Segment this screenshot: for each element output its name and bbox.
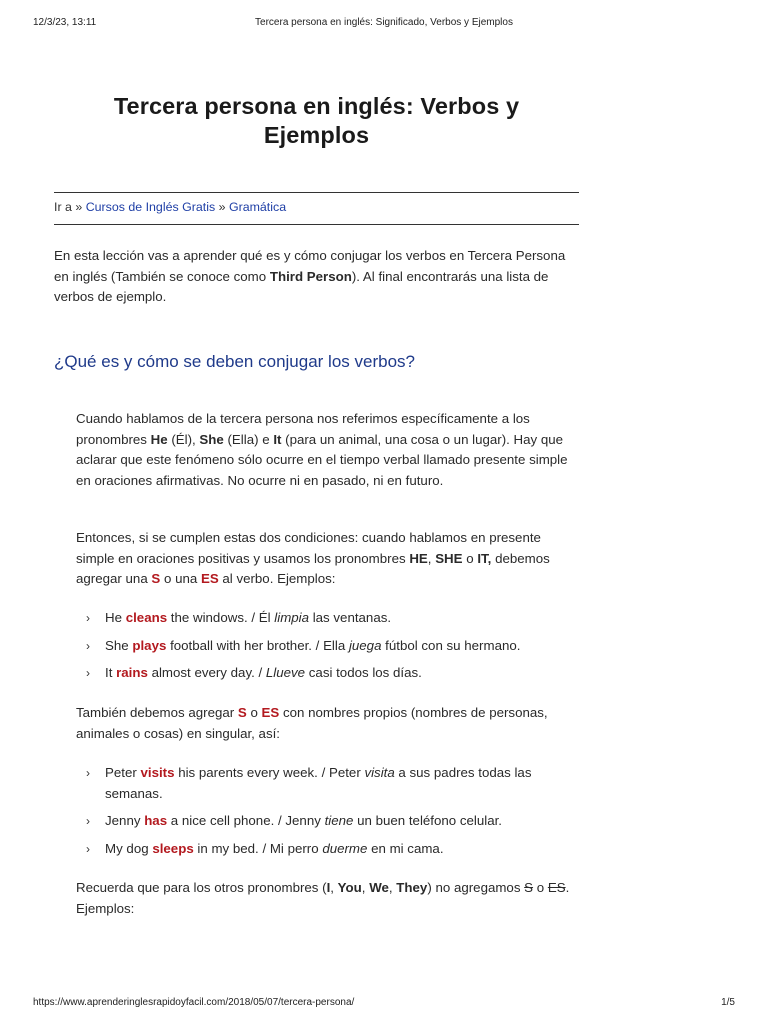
para2-text-b: o: [462, 550, 478, 566]
page-title-line2: Ejemplos: [263, 122, 370, 148]
para1-text-b: (Él),: [167, 431, 200, 447]
para4-sep: ,: [330, 880, 338, 895]
para4-struck-es: ES: [547, 880, 566, 895]
example-spanish-verb: tiene: [324, 813, 354, 828]
example-post: en mi cama.: [367, 840, 444, 856]
print-doc-title: Tercera persona en inglés: Significado, Verbos y Ejemplos: [255, 17, 513, 28]
example-verb: visits: [140, 765, 175, 780]
para4-you: You: [337, 880, 362, 895]
example-spanish-verb: duerme: [322, 840, 368, 856]
example-mid: in my bed. / Mi perro: [193, 840, 323, 856]
print-url: https://www.aprenderinglesrapidoyfacil.com/2018/05/07/tercera-persona/: [33, 997, 355, 1008]
example-pre: She: [105, 637, 133, 653]
para3-text-a: También debemos agregar: [76, 705, 238, 720]
example-post: a sus padres todas las semanas.: [105, 765, 532, 801]
example-spanish-verb: Llueve: [265, 665, 306, 680]
para3-suffix-es: ES: [261, 705, 280, 720]
para2-text-c: debemos agregar una: [76, 550, 550, 586]
para4-text-a: Recuerda que para los otros pronombres (: [76, 880, 327, 895]
list-item: [76, 608, 566, 629]
example-mid: football with her brother. / Ella: [166, 637, 349, 653]
chevron-right-icon: ›: [86, 766, 90, 780]
examples-list-pronouns: [76, 608, 566, 684]
para4-they: They: [396, 880, 428, 895]
para2-sep: ,: [427, 550, 436, 566]
example-mid: the windows. / Él: [167, 610, 275, 625]
para1-he: He: [150, 431, 168, 447]
list-item: [76, 663, 566, 684]
breadcrumb: [54, 192, 579, 225]
section-heading: ¿Qué es y cómo se deben conjugar los verbos?: [54, 352, 415, 371]
article: [54, 92, 579, 916]
example-pre: Peter: [105, 765, 141, 780]
para2-suffix-es: ES: [200, 571, 219, 586]
intro-paragraph: [54, 246, 579, 308]
page-title: [54, 92, 579, 150]
breadcrumb-prefix: Ir a »: [54, 200, 86, 214]
example-verb: rains: [116, 665, 148, 680]
para1-it: It: [273, 431, 282, 447]
breadcrumb-link-courses[interactable]: Cursos de Inglés Gratis: [85, 200, 216, 214]
chevron-right-icon: ›: [86, 841, 90, 856]
example-mid: almost every day. /: [147, 665, 266, 680]
intro-third-person: Third Person: [269, 268, 352, 284]
list-item: [76, 636, 566, 657]
example-pre: My dog: [105, 840, 153, 856]
example-pre: Jenny: [105, 813, 145, 828]
para1-text-c: (Ella) e: [223, 431, 274, 447]
example-verb: sleeps: [152, 840, 194, 856]
page-number: 1/5: [721, 997, 735, 1008]
paragraph-1: [76, 409, 581, 491]
para4-text-c: o: [533, 880, 548, 895]
example-verb: cleans: [125, 610, 168, 625]
para4-sep: ,: [388, 880, 397, 895]
para4-i: I: [326, 880, 331, 895]
page-title-line1: Tercera persona en inglés: Verbos y: [113, 93, 520, 119]
para3-text-c: con nombres propios (nombres de personas, animales o cosas) en singular, así:: [76, 705, 548, 741]
chevron-right-icon: ›: [86, 666, 90, 680]
list-item: [76, 763, 566, 804]
example-spanish-verb: visita: [364, 765, 395, 780]
example-post: fútbol con su hermano.: [381, 637, 521, 653]
para4-text-d: . Ejemplos:: [76, 880, 570, 916]
print-timestamp: 12/3/23, 13:11: [33, 17, 97, 28]
breadcrumb-link-grammar[interactable]: Gramática: [228, 200, 287, 214]
example-mid: his parents every week. / Peter: [174, 765, 365, 780]
para2-text-e: al verbo. Ejemplos:: [218, 571, 336, 586]
intro-text-a: En esta lección vas a aprender qué es y cómo conjugar los verbos en Tercera Persona en inglés (También se conoce como: [54, 248, 566, 284]
para4-sep: ,: [361, 880, 370, 895]
para2-he: HE: [409, 550, 428, 566]
example-verb: plays: [132, 637, 167, 653]
para1-text-a: Cuando hablamos de la tercera persona nos referimos específicamente a los pronombres: [76, 411, 530, 447]
para2-text-d: o una: [160, 571, 201, 586]
para3-suffix-s: S: [237, 705, 247, 720]
para4-struck-s: S: [524, 880, 534, 895]
list-item: [76, 811, 566, 832]
chevron-right-icon: ›: [86, 814, 90, 828]
para3-text-b: o: [246, 705, 262, 720]
para2-it: IT,: [477, 550, 492, 566]
para4-text-b: ) no agregamos: [427, 880, 525, 895]
example-post: un buen teléfono celular.: [353, 813, 503, 828]
paragraph-2: [76, 528, 581, 590]
example-spanish-verb: limpia: [274, 610, 310, 625]
intro-text-c: ). Al final encontrarás una lista de verbos de ejemplo.: [54, 268, 549, 304]
para1-text-d: (para un animal, una cosa o un lugar). Hay que aclarar que este fenómeno sólo ocurre en el tiempo verbal llamado presente simple en oraciones afirmativas. No ocurre ni en pasado, ni en futuro.: [76, 431, 568, 488]
paragraph-3: [76, 703, 581, 744]
paragraph-4: [76, 878, 581, 919]
example-spanish-verb: juega: [348, 637, 382, 653]
breadcrumb-separator: »: [215, 200, 229, 214]
example-pre: He: [105, 610, 126, 625]
para1-she: She: [199, 431, 224, 447]
para2-suffix-s: S: [151, 571, 161, 586]
para4-we: We: [369, 880, 389, 895]
example-mid: a nice cell phone. / Jenny: [167, 813, 325, 828]
example-post: casi todos los días.: [305, 665, 422, 680]
chevron-right-icon: ›: [86, 638, 90, 653]
para2-text-a: Entonces, si se cumplen estas dos condiciones: cuando hablamos en presente simple en oraciones positivas y usamos los pronombres: [76, 530, 541, 566]
print-header: [33, 17, 735, 31]
example-verb: has: [144, 813, 168, 828]
examples-list-names: [76, 763, 566, 859]
chevron-right-icon: ›: [86, 611, 90, 625]
para2-she: SHE: [435, 550, 463, 566]
list-item: [76, 839, 566, 860]
example-pre: It: [105, 665, 117, 680]
print-footer: [33, 997, 735, 1011]
example-post: las ventanas.: [309, 610, 392, 625]
